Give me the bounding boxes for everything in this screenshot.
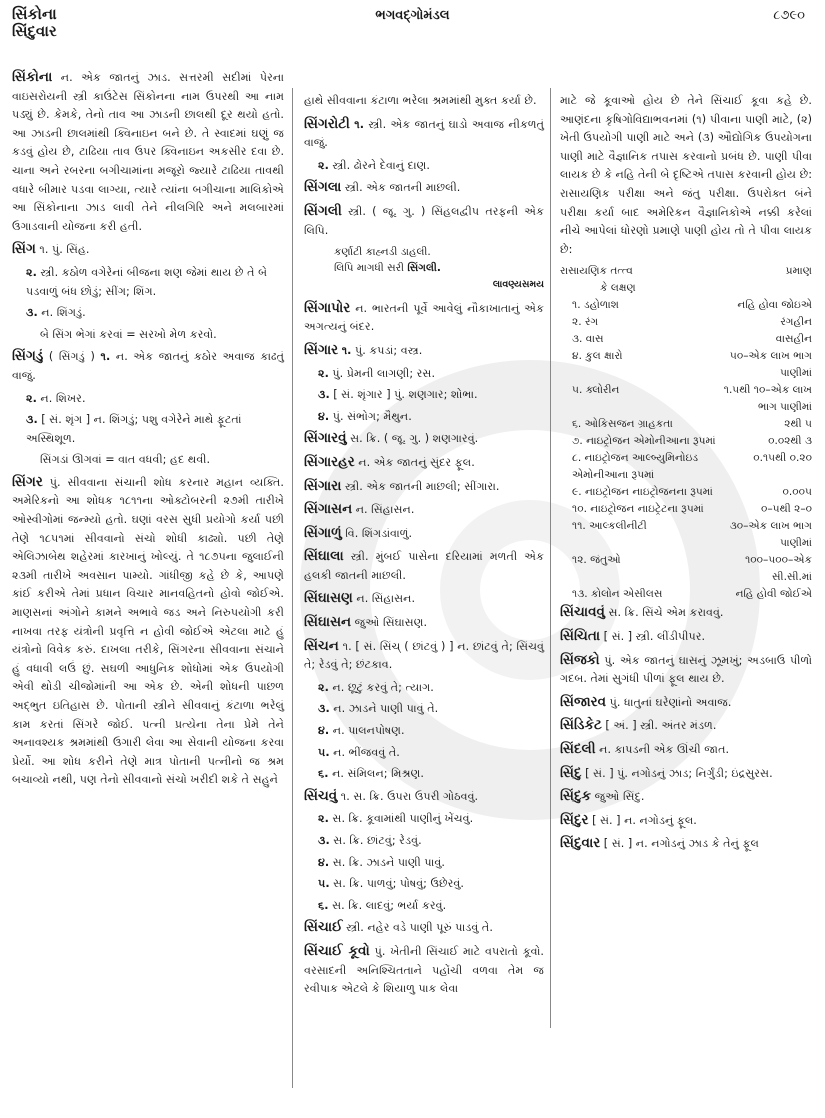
- idiom: બે સિંગ ભેગાં કરવાં = સરખો મેળ કરવો.: [40, 327, 217, 341]
- table-row: ૧૦. નાઇટ્રોજન નાઇટ્રેટના રૂપમાં ૦–૫થી ૨–૦: [572, 503, 812, 516]
- column-header-element: રાસાયણિક તત્ત્વ કે લક્ષણ: [560, 265, 636, 295]
- headword: સિંચાઈ: [304, 919, 343, 936]
- headword: સિંજકો: [560, 651, 600, 668]
- headword: સિંગારા: [304, 477, 342, 494]
- sense: ૪. ન. પાલનપોષણ.: [318, 724, 405, 738]
- table-row: ૨. રંગ રંગહીન: [572, 316, 812, 329]
- headword: સિંગરોટી: [304, 115, 350, 132]
- dictionary-entry: સિંગલી સ્ત્રી. ( જૂ. ગુ. ) સિંહલદ્વીપ તરફની એક લિપિ.: [304, 202, 544, 237]
- sense: ૪. સ. ક્રિ. ઝાડને પાણી પાવું.: [318, 855, 445, 869]
- headword: સિંદુ: [560, 764, 582, 781]
- dictionary-entry: સિંદુવાર [ સં. ] ન. નગોડનું ઝાડ કે તેનું ફૂલ: [560, 835, 759, 852]
- sense: ૩. સ. ક્રિ. છાંટવું; રેડવું.: [318, 834, 422, 847]
- headword: સિંગર: [12, 473, 43, 490]
- dictionary-entry: સિંગારા સ્ત્રી. એક જાતની માછલી; સીંગારા.: [304, 477, 500, 494]
- continuation-text: હાથે સીવવાના કંટાળા ભરેલા શ્રમમાંથી મુક્ત કર્યા છે.: [304, 94, 537, 107]
- dictionary-entry: સિંજકો પું. એક જાતનું ઘાસનું ઝૂમખું; અડબાઉ પીળો ગદબ. તેમાં સુગંધી પીળાં ફૂલ થાય છે.: [560, 651, 812, 686]
- dictionary-entry: [12, 68, 284, 236]
- headword: સિંદુવાર: [560, 835, 601, 852]
- running-title: ભગવદ્ગોમંડલ: [375, 8, 450, 23]
- headword: સિંજારવ: [560, 693, 607, 710]
- headword: સિંચિતા: [560, 627, 601, 644]
- dictionary-entry: સિંદુક જુઓ સિંદુ.: [560, 788, 645, 805]
- dictionary-entry: [12, 240, 284, 260]
- headword: સિંકોના: [12, 69, 53, 85]
- dictionary-entry: સિંગાળું વિ. શિંગડાંવાળું.: [304, 524, 413, 541]
- dictionary-entry: સિંગારહર ન. એક જાતનું સુંદર ફૂલ.: [304, 453, 475, 470]
- column-2: [304, 92, 544, 1003]
- headword: સિંગાપોર: [304, 299, 351, 316]
- table-row: ૩. વાસ વાસહીન: [572, 333, 812, 346]
- column-divider: [292, 88, 293, 1088]
- dictionary-entry: સિંડિકેટ [ અં. ] સ્ત્રી. અંતર મંડળ.: [560, 717, 717, 734]
- dictionary-entry: સિંચાવવું સ. ક્રિ. સિંચે એમ કરાવવું.: [560, 604, 724, 621]
- dictionary-entry: સિંઘાલા સ્ત્રી. મુંબઈ પાસેના દરિયામાં મળતી એક હલકી જાતની માછલી.: [304, 548, 544, 582]
- sense: ૨. ન. શિખર.: [26, 391, 86, 405]
- headword: સિંઘાસન: [304, 614, 352, 631]
- dictionary-entry: સિંગાર ૧. પું. કપડાં; વસ્ત્ર.: [304, 341, 423, 358]
- dictionary-entry: સિંગાસન ન. સિંહાસન.: [304, 501, 415, 518]
- headword: સિંગાર: [304, 341, 339, 358]
- table-row: ૯. નાઇટ્રોજન નાઇટ્રોજનના રૂપમાં ૦.૦૦૫: [572, 486, 812, 499]
- table-row: ૫. ક્લોરીન ૧.૫થી ૧૦–એક લાખ ભાગ પાણીમાં: [572, 384, 812, 414]
- sense: ૨. સ્ત્રી. ઢોરને દેવાનું દાણ.: [318, 158, 430, 172]
- sense: ૩. [ સં. શૃંગ ] ન. શિંગડું; પશુ વગેરેને માથે ફૂટતાં અસ્થિશૂળ.: [26, 413, 242, 445]
- page-header: [0, 0, 825, 40]
- definition: પું. સીવવાના સંચાની શોધ કરનાર મહાન વ્યક્તિ. અમેરિકનો આ શોધક ૧૮૧૧ના ઓક્ટોબરની ૨૭મી તારીખે ઓસ્વીગોમાં જન્મ્યો હતો. ઘણાં વરસ સુધી પ્રયોગો કર્યા પછી તેણે ૧૮૫૧માં સીવવાનો સંચો શોધી કાઢ્યો. પછી તેણે એલિઝાબેથ શહેરમાં કારખાનું ખોલ્યું. તે ૧૮૭૫ના જુલાઈની ૨૩મી તારીખે અવસાન પામ્યો. ગાંધીજી કહે છે કે, આપણે કાંઈ કરીએ તેમાં પ્રધાન વિચાર માનવહિતનો હોવો જોઈએ. માણસનાં અંગોને કામને અભાવે જડ અને નિરુપયોગી કરી નાખવા તરફ યંત્રોની પ્રવૃત્તિ ન હોવી જોઈએ એટલા માટે હું યંત્રોનો વિવેક કરું. દાખલા તરીકે, સિંગરના સીવવાના સંચાને હું વધાવી લઉં છું. સઘળી આધુનિક શોધોમાં એક ઉપયોગી એવી થોડી ચીજોમાંની આ એક છે. એની શોધની પાછળ અદ્ભુત ઇતિહાસ છે. પોતાની સ્ત્રીને સીવવાનું કંટાળા ભરેલું કામ કરતાં સિંગરે જોઈ. પત્ની પ્રત્યેના તેના પ્રેમે તેને અનાવશ્યક શ્રમમાંથી ઉગારી લેવા આ સેવાની યોજના કરવા પ્રેર્યો. આ શોધ કરીને તેણે માત્ર પોતાની પત્નીનો જ શ્રમ બચાવ્યો નથી, પણ તેનો સીવવાનો સંચો ખરીદી શકે તે સહુને: [12, 475, 284, 787]
- dictionary-entry: સિંદુર [ સં. ] ન. નગોડનું ફૂલ.: [560, 811, 697, 828]
- headword: સિંદલી: [560, 740, 596, 757]
- column-1: [12, 68, 284, 794]
- dictionary-entry: સિંગાપોર ન. ભારતની પૂર્વે આવેલું નૌકાખાતાનું એક અગત્યનું બંદર.: [304, 299, 544, 334]
- headword: સિંગાળું: [304, 524, 342, 541]
- table-row: ૧૨. જંતુઓ ૧૦૦–૫૦૦–એક સી.સી.માં: [572, 554, 812, 584]
- table-row: ૬. ઓકિસજન ગ્રાહકતા ૨થી ૫: [572, 418, 812, 431]
- sense: ૨. સ. ક્રિ. કૂવામાંથી પાણીનું ખેંચવું.: [318, 812, 474, 826]
- sense: ૨. ન. છૂટું કરવું તે; ત્યાગ.: [318, 680, 434, 694]
- sense: ૩. ન. શિંગડું.: [26, 306, 86, 320]
- headword: સિંગારહર: [304, 453, 355, 470]
- dictionary-entry: સિંગલા સ્ત્રી. એક જાતની માછલી.: [304, 179, 461, 196]
- sense: ૩. [ સં. શૃંગાર ] પું. શણગાર; શોભા.: [318, 388, 478, 402]
- dictionary-entry: સિંચાઈ સ્ત્રી. નહેર વડે પાણી પૂરું પાડવું તે.: [304, 919, 493, 936]
- dictionary-entry: [12, 473, 284, 790]
- sense: ૫. સ. ક્રિ. પાળવું; પોષવું; ઉછેરવું.: [318, 877, 464, 891]
- table-row: ૧૩. કોલોન એસીલસ નહિ હોવી જોઈએ: [572, 588, 812, 601]
- dictionary-entry: સિંગારવું સ. ક્રિ. ( જૂ. ગુ. ) શણગારવું.: [304, 430, 479, 447]
- sense: ૫. ન. ભીંજવવું તે.: [318, 745, 400, 759]
- dictionary-entry: સિંદુ [ સં. ] પું. નગોડનું ઝાડ; નિર્ગુંડી; ઇંદ્રસુરસ.: [560, 764, 773, 781]
- headword: સિંદુર: [560, 811, 589, 828]
- dictionary-entry: સિંજારવ પું. ધાતુનાં ઘરેણાંનો અવાજ.: [560, 693, 732, 710]
- headword: સિંગલા: [304, 179, 342, 196]
- dictionary-entry: સિંઘાસન જુઓ સિંઘાસણ.: [304, 614, 428, 631]
- column-divider: [550, 88, 551, 1028]
- table-row: ૮. નાઇટ્રોજન આલ્બ્યુમિનોઇડ એમોનીઆના રૂપમાં ૦.૧૫થી ૦.૨૦: [572, 452, 812, 482]
- column-header-amount: પ્રમાણ: [785, 265, 812, 278]
- headword: સિંઘાસણ: [304, 590, 353, 607]
- sense: ૬. સ. ક્રિ. લાદવું; ભર્યા કરવું.: [318, 898, 447, 912]
- table-row: ૧૧. આલ્કલીનીટી ૩૦–એક લાખ ભાગ પાણીમાં: [572, 520, 812, 550]
- idiom: સિંગડાં ઊગવાં = વાત વધવી; હદ થવી.: [40, 453, 211, 467]
- sense: ૩. ન. ઝાડને પાણી પાવું તે.: [318, 702, 439, 716]
- dictionary-entry: સિંઘાસણ ન. સિંહાસન.: [304, 590, 416, 607]
- dictionary-entry: સિંદલી ન. કાપડની એક ઊંચી જાત.: [560, 740, 730, 757]
- table-row: ૧. ડહોળાશ નહિ હોવા જોઇએ: [572, 299, 812, 312]
- headword: સિંગલી: [304, 202, 342, 219]
- headword: સિંગાસન: [304, 501, 353, 518]
- sense: ૬. ન. સંમિલન; મિશ્રણ.: [318, 767, 424, 781]
- sense: ૨. સ્ત્રી. કઠોળ વગેરેનાં બીજના શણ જેમાં થાય છે તે બે પડવાળું બંધ છોડું; સીંગ; શિંગ.: [26, 265, 268, 298]
- guide-word-first: સિંકોના: [12, 5, 57, 23]
- headword: સિંગડું: [12, 348, 44, 365]
- dictionary-entry: સિંગડું ( સિંગડું ) ૧. ન. એક જાતનું કઠોર અવાજ કાઢતું વાજું.: [12, 348, 285, 382]
- table-header-row: [560, 263, 812, 297]
- continuation-text: માટે જે કૂવાઓ હોય છે તેને સિંચાઈ કૂવા કહે છે. આણંદના કૃષિગોવિદ્યાભવનમાં (૧) પીવાના પાણી માટે, (૨) ખેતી ઉપયોગી પાણી માટે અને (૩) ઔદ્યોગિક ઉપયોગના પાણી માટે વૈજ્ઞાનિક તપાસ કરવાનો પ્રબંધ છે. પાણી પીવા લાયક છે કે નહિ તેની બે દૃષ્ટિએ તપાસ કરવાની હોય છે: રાસાયણિક પરીક્ષા અને જંતુ પરીક્ષા. ઉપરોક્ત બંને પરીક્ષા કર્યા બાદ અમેરિકન વૈજ્ઞાનિકોએ નક્કી કરેલાં નીચે આપેલાં ધોરણો પ્રમાણે પાણી હોય તો તે પીવા લાયક છે:: [560, 94, 812, 256]
- headword: સિંચાવવું: [560, 604, 605, 621]
- headword: સિંગારવું: [304, 430, 347, 447]
- dictionary-entry: સિંચાઈ કૂવો પું. ખેતીની સિંચાઈ માટે વપરાતો કૂવો. વરસાદની અનિશ્ચિતતાને પહોંચી વળવા તેમ જ રવીપાક એટલે કે શિયાળુ પાક લેવા: [304, 942, 544, 996]
- table-row: ૪. કુલ ક્ષારો ૫૦–એક લાખ ભાગ પાણીમાં: [572, 350, 812, 380]
- headword: સિંચવું: [304, 787, 338, 804]
- table-row: ૭. નાઇટ્રોજન એમોનીઆના રૂપમાં ૦.૦૨થી ૩: [572, 435, 812, 448]
- column-3: [560, 92, 812, 858]
- headword: સિંચન: [304, 637, 339, 654]
- water-standards-table: [560, 263, 812, 603]
- dictionary-entry: સિંચન ૧. [ સં. સિંચ્ ( છાંટવું ) ] ન. છાંટવું તે; સિંચવું તે; રેડવું તે; છંટકાવ.: [304, 637, 544, 672]
- sense: ૨. પું. પ્રેમની લાગણી; રસ.: [318, 366, 436, 380]
- sense: ૧. પું. સિંહ.: [39, 243, 90, 257]
- page-number: ૮૭૯૦: [773, 8, 805, 23]
- headword: સિંદુક: [560, 788, 592, 805]
- guide-word-last: સિંદુવાર: [12, 22, 57, 40]
- definition: ન. એક જાતનું ઝાડ. સત્તરમી સદીમાં પેરના વાઇસરોયની સ્ત્રી કાઉંટેસ સિંકોનના નામ ઉપરથી આ નામ પડ્યું છે. કેમકે, તેનો તાવ આ ઝાડની છાલથી દૂર થયો હતો. આ ઝાડની છાલમાંથી ક્વિનાઇન બને છે. તે સ્વાદમાં ઘણું જ કડવું હોય છે, ટાઢિયા તાવ ઉપર ક્વિનાઇન અકસીર દવા છે. ચાના અને રબરના બગીચામાંના મજૂરો જ્યારે ટાઢિયા તાવથી વધારે બીમાર પડવા લાગ્યા, ત્યારે ત્યાંના બગીચાના માલિકોએ આ સિંકોનાના ઝાડ લાવી તેને નીલગિરિ અને મલબારમાં ઉગાડવાની યોજના કરી હતી.: [12, 71, 284, 233]
- headword: સિંચાઈ કૂવો: [304, 942, 370, 959]
- headword: સિંડિકેટ: [560, 717, 602, 734]
- dictionary-entry: સિંગરોટી ૧. સ્ત્રી. એક જાતનું ઘાડો અવાજ નીકળતું વાજું.: [304, 115, 544, 150]
- headword: સિંઘાલા: [304, 548, 344, 565]
- verse-attribution: લાવણ્યસમય: [492, 279, 544, 291]
- headword: સિંગ: [12, 241, 36, 258]
- dictionary-entry: સિંચવું ૧. સ. ક્રિ. ઉપરા ઉપરી ગોઠવવું.: [304, 787, 479, 804]
- sense: ૪. પું. સંભોગ; મૈથુન.: [318, 409, 412, 423]
- dictionary-entry: સિંચિતા [ સં. ] સ્ત્રી. લીંડીપીપર.: [560, 627, 706, 644]
- quoted-verse: કર્ણાટી કાહ્નડી ડાહલી. લિપિ માગધી સરી સિંગલી.: [334, 246, 441, 275]
